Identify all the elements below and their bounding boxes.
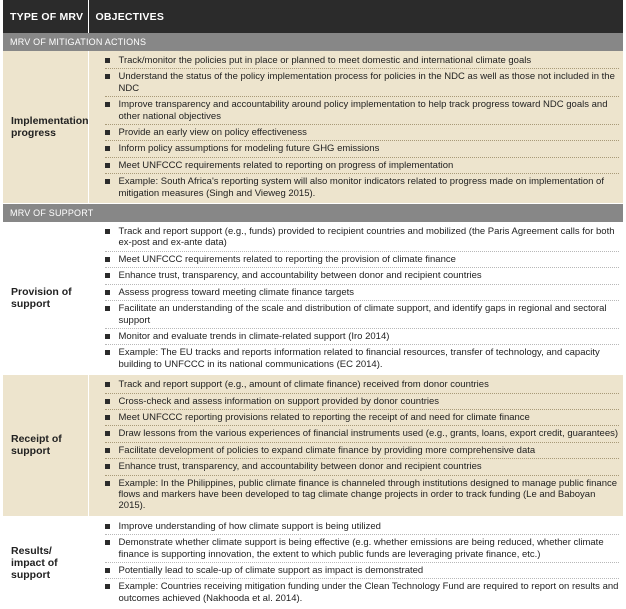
objective-text: Example: South Africa's reporting system will also monitor indicators related to progress made on implementation of mitigation measures (Singh and Vieweg 2015). xyxy=(118,176,604,199)
list-item xyxy=(105,252,620,268)
list-item xyxy=(105,394,620,410)
square-bullet-icon xyxy=(105,399,110,404)
objective-text: Understand the status of the policy implementation process for policies in the NDC as well as those not included in the NDC xyxy=(118,71,615,94)
list-item xyxy=(105,224,620,252)
objective-text: Enhance trust, transparency, and accountability between donor and recipient countries xyxy=(118,270,482,282)
objective-text: Example: The EU tracks and reports information related to financial resources, transfer of technology, and capacity building to UNFCCC in its national communications (EC 2014). xyxy=(118,347,600,370)
objectives-list xyxy=(105,377,620,514)
section-row xyxy=(3,33,623,51)
objectives-list xyxy=(105,224,620,372)
square-bullet-icon xyxy=(105,290,110,295)
list-item xyxy=(105,97,620,125)
objective-text: Potentially lead to scale-up of climate support as impact is demonstrated xyxy=(118,565,424,576)
objectives-cell xyxy=(88,51,623,204)
square-bullet-icon xyxy=(105,74,110,79)
square-bullet-icon xyxy=(105,584,110,589)
list-item xyxy=(105,426,620,442)
list-item xyxy=(105,285,620,301)
list-item xyxy=(105,377,620,393)
objective-text: Enhance trust, transparency, and accountability between donor and recipient countries xyxy=(118,461,482,473)
list-item xyxy=(105,410,620,426)
objective-text: Track and report support (e.g., funds) provided to recipient countries and mobilized (the Paris Agreement calls for both ex-post and ex-ante data) xyxy=(118,226,615,249)
square-bullet-icon xyxy=(105,524,110,529)
objective-text: Meet UNFCCC requirements related to reporting on progress of implementation xyxy=(118,159,454,171)
list-item xyxy=(105,519,620,535)
mrv-type-label-provision-of-support: Provision of support xyxy=(3,222,88,375)
objective-text: Draw lessons from the various experiences of financial instruments used (e.g., grants, loans, export credit, guarantees) xyxy=(118,428,619,440)
objectives-cell xyxy=(88,222,623,375)
objective-text: Facilitate an understanding of the scale and distribution of climate support, and identify gaps in regional and sectoral support xyxy=(118,303,607,326)
objectives-list xyxy=(105,519,620,606)
square-bullet-icon xyxy=(105,568,110,573)
square-bullet-icon xyxy=(105,540,110,545)
objective-text: Assess progress toward meeting climate finance targets xyxy=(118,286,354,298)
list-item xyxy=(105,301,620,329)
list-item xyxy=(105,443,620,459)
square-bullet-icon xyxy=(105,306,110,311)
list-item xyxy=(105,141,620,157)
square-bullet-icon xyxy=(105,163,110,168)
objective-text: Track/monitor the policies put in place or planned to meet domestic and international climate goals xyxy=(118,55,532,66)
square-bullet-icon xyxy=(105,179,110,184)
square-bullet-icon xyxy=(105,130,110,135)
mrv-group-row xyxy=(3,222,623,375)
list-item xyxy=(105,579,620,606)
mrv-group-row xyxy=(3,516,623,608)
square-bullet-icon xyxy=(105,415,110,420)
objective-text: Example: Countries receiving mitigation funding under the Clean Technology Fund are required to report on results and outcomes achieved (Nakhooda et al. 2014). xyxy=(118,581,619,604)
objective-text: Meet UNFCCC reporting provisions related to reporting the receipt of and need for climate finance xyxy=(118,411,530,423)
list-item xyxy=(105,476,620,514)
list-item xyxy=(105,459,620,475)
objectives-list xyxy=(105,53,620,201)
table-body xyxy=(3,33,623,609)
square-bullet-icon xyxy=(105,273,110,278)
objective-text: Demonstrate whether climate support is being effective (e.g. whether emissions are being reduced, whether climate finance is supporting innovation, the extent to which public funds are leveraging private finance, etc.) xyxy=(118,537,604,560)
list-item xyxy=(105,174,620,201)
square-bullet-icon xyxy=(105,481,110,486)
list-item xyxy=(105,345,620,372)
square-bullet-icon xyxy=(105,229,110,234)
mrv-group-row xyxy=(3,375,623,517)
section-row xyxy=(3,204,623,223)
square-bullet-icon xyxy=(105,431,110,436)
square-bullet-icon xyxy=(105,334,110,339)
list-item xyxy=(105,268,620,284)
square-bullet-icon xyxy=(105,448,110,453)
mrv-objectives-table xyxy=(3,0,623,609)
objectives-cell xyxy=(88,375,623,517)
mrv-type-label-implementation-progress: Implementation progress xyxy=(3,51,88,204)
list-item xyxy=(105,535,620,563)
list-item xyxy=(105,69,620,97)
objective-text: Inform policy assumptions for modeling future GHG emissions xyxy=(118,143,380,155)
list-item xyxy=(105,329,620,345)
objective-text: Improve transparency and accountability around policy implementation to help track progress toward NDC goals and other national objectives xyxy=(118,99,608,122)
table-header-row xyxy=(3,0,623,33)
objective-text: Meet UNFCCC requirements related to reporting the provision of climate finance xyxy=(118,253,456,265)
objective-text: Improve understanding of how climate support is being utilized xyxy=(118,520,381,532)
square-bullet-icon xyxy=(105,146,110,151)
mrv-type-label-receipt-of-support: Receipt of support xyxy=(3,375,88,517)
list-item xyxy=(105,53,620,69)
list-item xyxy=(105,563,620,579)
header-type-of-mrv: TYPE OF MRV xyxy=(3,0,88,33)
section-title: MRV OF SUPPORT xyxy=(3,204,623,223)
list-item xyxy=(105,158,620,174)
mrv-type-label-results-impact-of-support: Results/ impact of support xyxy=(3,516,88,608)
square-bullet-icon xyxy=(105,257,110,262)
objective-text: Monitor and evaluate trends in climate-related support (Iro 2014) xyxy=(118,330,390,342)
mrv-group-row xyxy=(3,51,623,204)
square-bullet-icon xyxy=(105,350,110,355)
square-bullet-icon xyxy=(105,58,110,63)
list-item xyxy=(105,125,620,141)
square-bullet-icon xyxy=(105,382,110,387)
objective-text: Track and report support (e.g., amount of climate finance) received from donor countries xyxy=(118,379,489,391)
square-bullet-icon xyxy=(105,102,110,107)
objective-text: Provide an early view on policy effectiveness xyxy=(118,127,307,139)
header-objectives: OBJECTIVES xyxy=(88,0,623,33)
section-title: MRV OF MITIGATION ACTIONS xyxy=(3,33,623,51)
objectives-cell xyxy=(88,516,623,608)
objective-text: Example: In the Philippines, public climate finance is channeled through institutions designed to manage public finance flows and markers have been developed to tag climate change projects in order to track funding (Le and Baboyan 2015). xyxy=(118,477,618,512)
objective-text: Facilitate development of policies to expand climate finance by providing more comprehensive data xyxy=(118,444,536,456)
square-bullet-icon xyxy=(105,464,110,469)
objective-text: Cross-check and assess information on support provided by donor countries xyxy=(118,395,440,407)
